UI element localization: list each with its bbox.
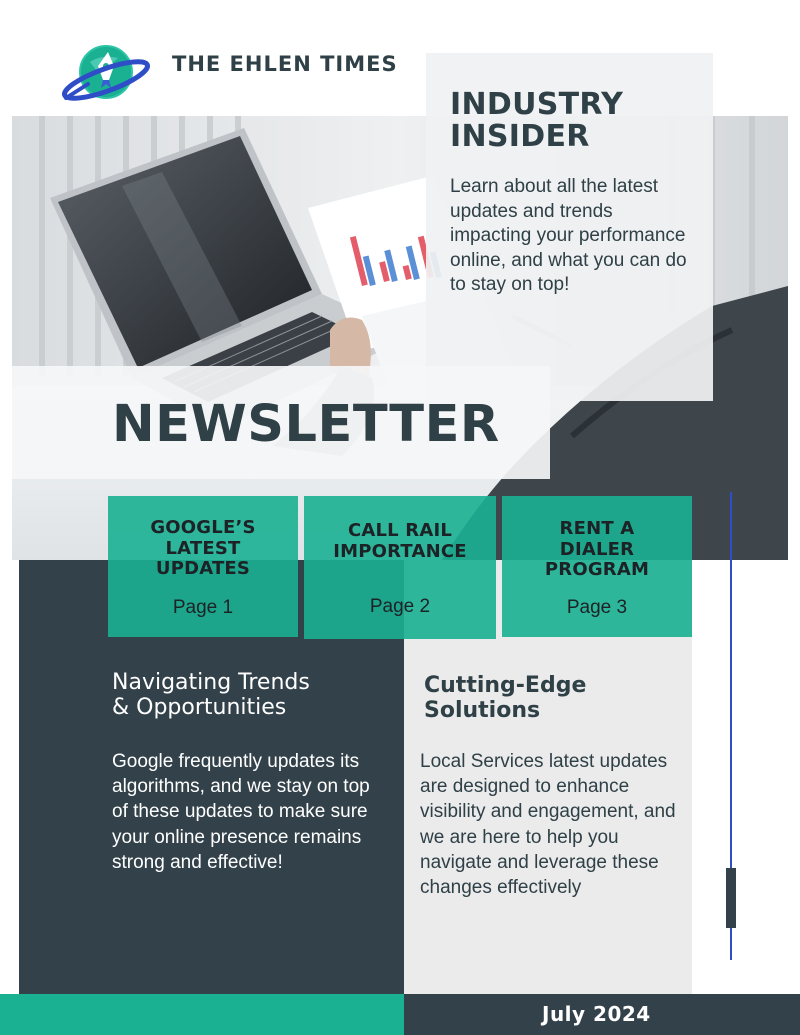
page-box-title: RENT A DIALER PROGRAM (544, 518, 650, 580)
insider-title: INDUSTRY INSIDER (450, 87, 624, 154)
footer-teal-bar (0, 994, 404, 1035)
page-number: Page 2 (369, 596, 431, 617)
industry-insider-card (426, 53, 713, 401)
page-box-title: GOOGLE’S LATEST UPDATES (150, 517, 256, 579)
decorative-vertical-bar (726, 868, 736, 928)
brand-name: THE EHLEN TIMES (172, 52, 398, 76)
right-column-title: Cutting-Edge Solutions (424, 673, 587, 723)
page-box-title: CALL RAIL IMPORTANCE (333, 520, 467, 562)
newsletter-heading: NEWSLETTER (112, 395, 500, 454)
page-number: Page 3 (566, 597, 628, 618)
rocket-globe-logo-icon (62, 40, 154, 106)
page-number: Page 1 (172, 597, 234, 618)
issue-date: July 2024 (542, 1002, 651, 1026)
page-box-google-updates[interactable] (108, 496, 298, 637)
page-box-rent-dialer[interactable] (502, 496, 692, 637)
left-column-title: Navigating Trends & Opportunities (112, 670, 310, 720)
insider-description: Learn about all the latest updates and trends impacting your performance online, and what you can do to stay on top! (450, 176, 687, 295)
page-box-call-rail[interactable] (304, 496, 496, 639)
right-column-body: Local Services latest updates are designed to enhance visibility and engagement, and we are here to help you navigate and leverage these changes effectively (420, 751, 676, 899)
left-column-body: Google frequently updates its algorithms, and we stay on top of these updates to make sure your online presence remains strong and effective! (112, 751, 370, 873)
